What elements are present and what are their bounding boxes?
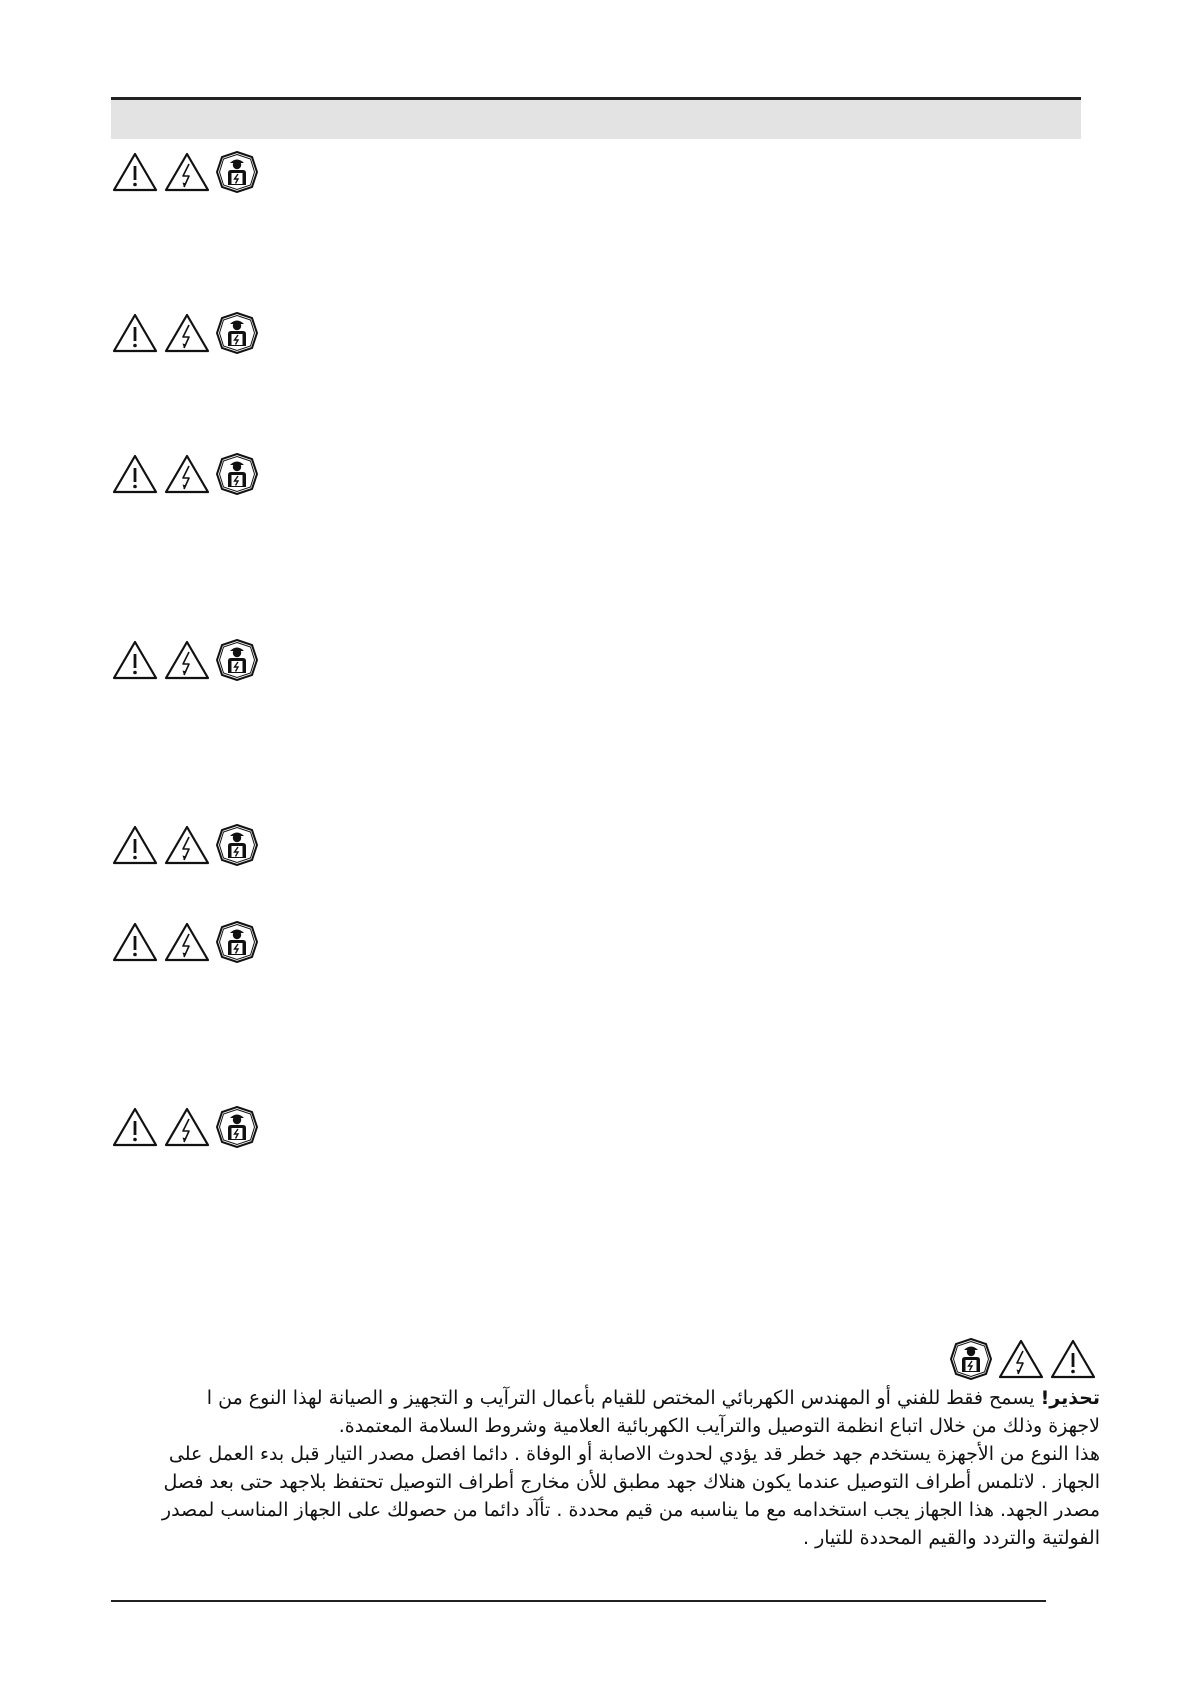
bottom-rule	[111, 1600, 1046, 1602]
qualified-electrician-icon	[216, 1106, 258, 1148]
electrical-hazard-icon	[164, 151, 210, 193]
electrical-hazard-icon	[164, 312, 210, 354]
qualified-electrician-icon	[216, 824, 258, 866]
general-warning-icon	[112, 312, 158, 354]
safety-symbols-1	[112, 151, 258, 193]
safety-symbols-3	[112, 453, 258, 495]
safety-symbols-arabic	[950, 1338, 1096, 1380]
qualified-electrician-icon	[216, 639, 258, 681]
qualified-electrician-icon	[950, 1338, 992, 1380]
electrical-hazard-icon	[998, 1338, 1044, 1380]
general-warning-icon	[1050, 1338, 1096, 1380]
safety-symbols-7	[112, 1106, 258, 1148]
general-warning-icon	[112, 1106, 158, 1148]
general-warning-icon	[112, 824, 158, 866]
general-warning-icon	[112, 151, 158, 193]
warning-paragraph-1	[150, 1384, 1100, 1440]
warning-paragraph-2: هذا النوع من الأجهزة يستخدم جهد خطر قد يؤدي لحدوث الاصابة أو الوفاة . دائما افصل مصدر التيار قبل بدء العمل على الجهاز . لاتلمس أطراف التوصيل عندما يكون هنلاك جهد مطبق للأن مخارج أطراف التوصيل تحتفظ بلاجهد حتى بعد فصل مصدر الجهد. هذا الجهاز يجب استخدامه مع ما يناسبه من قيم محددة . تأآد دائما من حصولك على الجهاز المناسب لمصدر الفولتية والتردد والقيم المحددة للتيار .	[161, 1443, 1100, 1549]
general-warning-icon	[112, 453, 158, 495]
general-warning-icon	[112, 921, 158, 963]
safety-symbols-2	[112, 312, 258, 354]
electrical-hazard-icon	[164, 453, 210, 495]
warning-text-1: يسمح فقط للفني أو المهندس الكهربائي المختص للقيام بأعمال الترآيب و التجهيز و الصيانة لهذا النوع من ا لاجهزة وذلك من خلال اتباع انظمة التوصيل والترآيب الكهربائية العلامية وشروط السلامة المعتمدة.	[206, 1387, 1100, 1437]
arabic-warning-text	[150, 1384, 1100, 1552]
safety-symbols-4	[112, 639, 258, 681]
electrical-hazard-icon	[164, 824, 210, 866]
warning-title: تحذير!	[1040, 1387, 1100, 1409]
qualified-electrician-icon	[216, 151, 258, 193]
electrical-hazard-icon	[164, 921, 210, 963]
safety-symbols-5	[112, 824, 258, 866]
qualified-electrician-icon	[216, 453, 258, 495]
general-warning-icon	[112, 639, 158, 681]
electrical-hazard-icon	[164, 1106, 210, 1148]
safety-symbols-6	[112, 921, 258, 963]
qualified-electrician-icon	[216, 312, 258, 354]
electrical-hazard-icon	[164, 639, 210, 681]
header-bar	[111, 100, 1081, 139]
qualified-electrician-icon	[216, 921, 258, 963]
